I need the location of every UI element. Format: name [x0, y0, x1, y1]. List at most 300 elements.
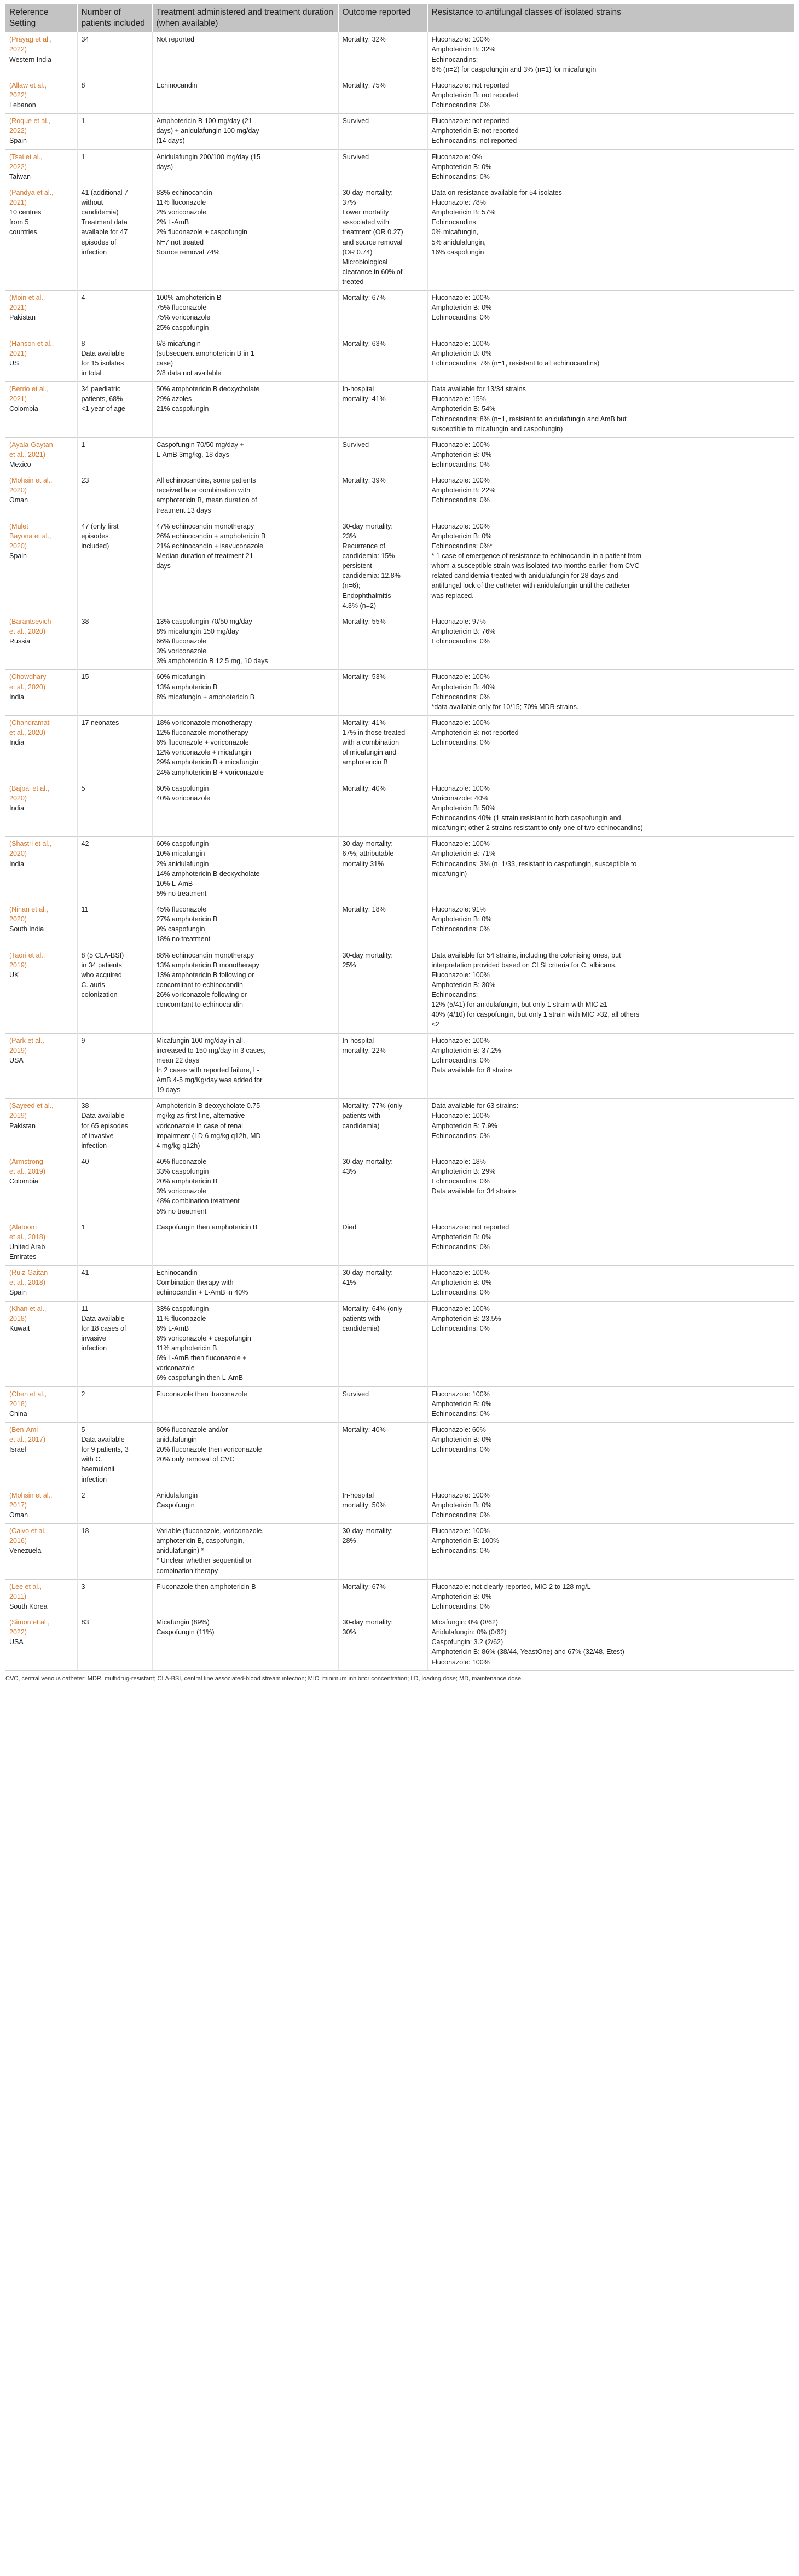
outcome-text: Mortality: 39%	[342, 477, 386, 485]
cell-treatment	[152, 948, 338, 1033]
patients-text: C. auris	[81, 980, 105, 989]
reference-link[interactable]: (Khan et al.,	[9, 1304, 47, 1313]
cell-patients	[77, 291, 152, 336]
resistance-text: Data available for 8 strains	[431, 1066, 513, 1074]
cell-treatment	[152, 1033, 338, 1099]
setting-text: Kuwait	[9, 1324, 30, 1332]
reference-link[interactable]: 2021)	[9, 304, 27, 312]
cell-patients	[77, 473, 152, 519]
reference-link[interactable]: 2020)	[9, 542, 27, 550]
table-row	[5, 837, 794, 902]
patients-text: 8	[81, 81, 85, 89]
resistance-text: Fluconazole: 91%	[431, 906, 486, 914]
treatment-text: N=7 not treated	[156, 238, 204, 246]
cell-outcome	[338, 1266, 427, 1301]
setting-text: US	[9, 359, 19, 367]
treatment-text: 75% voriconazole	[156, 314, 211, 322]
reference-link[interactable]: 2021)	[9, 199, 27, 207]
patients-text: 15	[81, 673, 89, 681]
outcome-text: 43%	[342, 1168, 356, 1176]
outcome-text: 25%	[342, 961, 356, 969]
treatment-text: 60% caspofungin	[156, 784, 209, 792]
resistance-text: 16% caspofungin	[431, 248, 484, 256]
treatment-text: 29% amphotericin B + micafungin	[156, 758, 259, 767]
cell-outcome	[338, 32, 427, 78]
treatment-text: Combination therapy with	[156, 1279, 234, 1287]
resistance-text: Amphotericin B: 22%	[431, 486, 496, 495]
resistance-text: Echinocandins: not reported	[431, 137, 517, 145]
reference-link[interactable]: et al., 2019)	[9, 1168, 46, 1176]
cell-outcome	[338, 336, 427, 382]
reference-link[interactable]: et al., 2021)	[9, 450, 46, 459]
cell-treatment	[152, 670, 338, 716]
patients-text: 23	[81, 477, 89, 485]
treatment-text: Caspofungin (11%)	[156, 1628, 215, 1637]
treatment-text: 60% micafungin	[156, 673, 205, 681]
resistance-text: Echinocandins: 0%	[431, 1602, 490, 1610]
reference-link[interactable]: (Taori et al.,	[9, 951, 45, 959]
resistance-text: Echinocandins: 0%	[431, 1324, 490, 1332]
resistance-text: Amphotericin B: 0%	[431, 1592, 492, 1600]
patients-text: infection	[81, 1141, 107, 1150]
table-row	[5, 1154, 794, 1220]
cell-resistance	[427, 149, 794, 185]
treatment-text: impairment (LD 6 mg/kg q12h, MD	[156, 1132, 261, 1140]
reference-link[interactable]: 2022)	[9, 91, 27, 99]
outcome-text: 30-day mortality:	[342, 951, 393, 959]
treatment-text: 40% voriconazole	[156, 794, 211, 802]
resistance-text: Amphotericin B: not reported	[431, 729, 519, 737]
setting-text: Spain	[9, 137, 27, 145]
cell-treatment	[152, 185, 338, 290]
reference-link[interactable]: (Lee et al.,	[9, 1582, 42, 1591]
outcome-text: Mortality: 40%	[342, 1425, 386, 1434]
reference-link[interactable]: (Barantsevich	[9, 617, 51, 625]
reference-link[interactable]: 2022)	[9, 163, 27, 171]
reference-link[interactable]: (Allaw et al.,	[9, 81, 47, 89]
outcome-text: Mortality: 63%	[342, 339, 386, 347]
patients-text: Data available	[81, 1314, 125, 1322]
outcome-text: mortality: 50%	[342, 1501, 386, 1509]
treatment-text: Anidulafungin	[156, 1491, 198, 1499]
cell-outcome	[338, 1154, 427, 1220]
patients-text: episodes of	[81, 238, 117, 246]
cell-reference-setting	[5, 837, 77, 902]
reference-link[interactable]: 2021)	[9, 349, 27, 357]
reference-link[interactable]: (Pandya et al.,	[9, 188, 54, 196]
patients-text: Treatment data	[81, 218, 128, 227]
cell-reference-setting	[5, 1220, 77, 1266]
resistance-text: Data available for 34 strains	[431, 1187, 517, 1196]
table-row	[5, 519, 794, 614]
setting-text: Oman	[9, 1511, 28, 1519]
treatment-text: 21% echinocandin + isavuconazole	[156, 542, 264, 550]
outcome-text: 23%	[342, 532, 356, 540]
patients-text: Data available	[81, 1112, 125, 1120]
reference-link[interactable]: 2022)	[9, 127, 27, 135]
resistance-text: Echinocandins: 8% (n=1, resistant to anidulafungin and AmB but	[431, 415, 627, 423]
patients-text: for 65 episodes	[81, 1122, 128, 1130]
treatment-text: days) + anidulafungin 100 mg/day	[156, 127, 259, 135]
treatment-text: 11% fluconazole	[156, 1314, 206, 1322]
outcome-text: Mortality: 41%	[342, 718, 386, 727]
reference-link[interactable]: (Mohsin et al.,	[9, 477, 53, 485]
treatment-text: 5% no treatment	[156, 1207, 207, 1215]
cell-outcome	[338, 291, 427, 336]
reference-link[interactable]: (Tsai et al.,	[9, 153, 43, 161]
cell-reference-setting	[5, 1301, 77, 1386]
table-row	[5, 1266, 794, 1301]
treatment-text: 5% no treatment	[156, 889, 207, 897]
patients-text: 1	[81, 1223, 85, 1231]
reference-link[interactable]: et al., 2020)	[9, 729, 46, 737]
cell-resistance	[427, 781, 794, 837]
reference-link[interactable]: 2022)	[9, 1628, 27, 1637]
treatment-text: 11% amphotericin B	[156, 1344, 217, 1353]
cell-resistance	[427, 1301, 794, 1386]
resistance-text: Amphotericin B: 86% (38/44, YeastOne) and 67% (32/48, Etest)	[431, 1648, 624, 1656]
resistance-text: Amphotericin B: 40%	[431, 683, 496, 691]
resistance-text: Fluconazole: 100%	[431, 294, 490, 302]
outcome-text: 30-day mortality:	[342, 1527, 393, 1535]
treatment-text: 60% caspofungin	[156, 840, 209, 848]
resistance-text: was replaced.	[431, 591, 474, 600]
reference-link[interactable]: 2020)	[9, 850, 27, 858]
reference-link[interactable]: (Sayeed et al.,	[9, 1102, 54, 1110]
treatment-text: Micafungin (89%)	[156, 1618, 210, 1627]
resistance-text: Amphotericin B: 23.5%	[431, 1314, 501, 1322]
patients-text: in 34 patients	[81, 961, 122, 969]
treatment-text: voriconazole in case of renal	[156, 1122, 243, 1130]
reference-link[interactable]: (Calvo et al.,	[9, 1527, 48, 1535]
reference-link[interactable]: (Mulet	[9, 522, 28, 530]
reference-link[interactable]: (Mohsin et al.,	[9, 1491, 53, 1499]
treatment-text: 83% echinocandin	[156, 188, 212, 196]
resistance-text: Fluconazole: 100%	[431, 673, 490, 681]
resistance-text: Echinocandins:	[431, 218, 478, 227]
patients-text: 38	[81, 617, 89, 625]
reference-link[interactable]: (Armstrong	[9, 1157, 43, 1165]
reference-link[interactable]: (Chen et al.,	[9, 1390, 47, 1398]
resistance-text: Amphotericin B: 0%	[431, 1400, 492, 1408]
treatment-text: 20% fluconazole then voriconazole	[156, 1446, 262, 1454]
cell-patients	[77, 1154, 152, 1220]
resistance-text: Fluconazole: 100%	[431, 784, 490, 792]
resistance-text: Echinocandins: 0%	[431, 693, 490, 701]
resistance-text: interpretation provided based on CLSI criteria for C. albicans.	[431, 961, 617, 969]
patients-text: 1	[81, 153, 85, 161]
reference-link[interactable]: (Ninan et al.,	[9, 906, 48, 914]
cell-reference-setting	[5, 437, 77, 473]
reference-link[interactable]: Bayona et al.,	[9, 532, 51, 540]
outcome-text: 30-day mortality:	[342, 522, 393, 530]
cell-outcome	[338, 1488, 427, 1523]
treatment-text: Caspofungin	[156, 1501, 195, 1509]
cell-outcome	[338, 473, 427, 519]
cell-treatment	[152, 1266, 338, 1301]
patients-text: episodes	[81, 532, 109, 540]
resistance-text: Fluconazole: 60%	[431, 1425, 486, 1434]
resistance-text: Echinocandins: 0%	[431, 1409, 490, 1418]
treatment-text: 11% fluconazole	[156, 199, 206, 207]
treatment-text: Fluconazole then itraconazole	[156, 1390, 247, 1398]
outcome-text: 30%	[342, 1628, 356, 1637]
treatment-text: increased to 150 mg/day in 3 cases,	[156, 1046, 266, 1054]
treatment-text: anidulafungin) *	[156, 1547, 204, 1555]
treatment-text: 2% voriconazole	[156, 208, 207, 217]
patients-text: 41 (additional 7	[81, 188, 128, 196]
reference-link[interactable]: (Park et al.,	[9, 1036, 44, 1045]
resistance-text: Amphotericin B: 0%	[431, 915, 492, 924]
outcome-text: candidemia)	[342, 1324, 380, 1332]
patients-text: <1 year of age	[81, 405, 125, 413]
resistance-text: Echinocandins: 0%*	[431, 542, 493, 550]
resistance-text: related candidemia treated with anidulafungin for 28 days and	[431, 572, 618, 580]
patients-text: Data available	[81, 1436, 125, 1444]
cell-outcome	[338, 78, 427, 113]
treatment-text: 4 mg/kg q12h)	[156, 1141, 200, 1150]
reference-link[interactable]: (Chandramati	[9, 718, 51, 727]
resistance-text: Echinocandins: 0%	[431, 1056, 490, 1064]
outcome-text: Survived	[342, 153, 369, 161]
cell-outcome	[338, 382, 427, 438]
resistance-text: Amphotericin B: 0%	[431, 163, 492, 171]
resistance-text: Amphotericin B: 50%	[431, 804, 496, 812]
treatment-text: 20% amphotericin B	[156, 1177, 218, 1186]
reference-link[interactable]: 2017)	[9, 1501, 27, 1509]
page	[5, 4, 794, 1682]
reference-link[interactable]: 2020)	[9, 915, 27, 924]
cell-treatment	[152, 614, 338, 670]
outcome-text: Endophthalmitis	[342, 591, 391, 600]
resistance-text: Echinocandins: 0%	[431, 637, 490, 646]
resistance-text: Amphotericin B: 0%	[431, 450, 492, 459]
cell-resistance	[427, 382, 794, 438]
table-row	[5, 1386, 794, 1422]
cell-treatment	[152, 1301, 338, 1386]
cell-outcome	[338, 715, 427, 781]
reference-link[interactable]: 2018)	[9, 1400, 27, 1408]
reference-link[interactable]: et al., 2020)	[9, 627, 46, 635]
cell-reference-setting	[5, 1422, 77, 1488]
resistance-text: Echinocandins: 0%	[431, 1177, 490, 1186]
treatment-text: combination therapy	[156, 1567, 218, 1575]
table-row	[5, 336, 794, 382]
resistance-text: Fluconazole: 100%	[431, 1269, 490, 1277]
resistance-text: Echinocandins 40% (1 strain resistant to both caspofungin and	[431, 814, 621, 822]
reference-link[interactable]: 2019)	[9, 1112, 27, 1120]
reference-link[interactable]: 2011)	[9, 1592, 27, 1600]
cell-outcome	[338, 437, 427, 473]
treatment-text: Amphotericin B 100 mg/day (21	[156, 117, 252, 125]
outcome-text: Survived	[342, 117, 369, 125]
patients-text: 40	[81, 1157, 89, 1165]
patients-text: 18	[81, 1527, 89, 1535]
reference-link[interactable]: 2018)	[9, 1314, 27, 1322]
cell-resistance	[427, 902, 794, 948]
header-resistance: Resistance to antifungal classes of isolated strains	[427, 4, 794, 32]
treatment-text: Source removal 74%	[156, 248, 220, 256]
reference-link[interactable]: 2022)	[9, 45, 27, 54]
table-row	[5, 948, 794, 1033]
reference-link[interactable]: 2020)	[9, 486, 27, 495]
outcome-text: clearance in 60% of	[342, 268, 403, 276]
treatment-text: 10% L-AmB	[156, 879, 193, 887]
reference-link[interactable]: 2020)	[9, 794, 27, 802]
treatment-text: 18% voriconazole monotherapy	[156, 718, 252, 727]
treatment-text: mg/kg as first line, alternative	[156, 1112, 245, 1120]
cell-reference-setting	[5, 948, 77, 1033]
cell-outcome	[338, 1220, 427, 1266]
cell-reference-setting	[5, 1033, 77, 1099]
resistance-text: Fluconazole: 78%	[431, 199, 486, 207]
reference-link[interactable]: 2019)	[9, 1046, 27, 1054]
reference-link[interactable]: (Ayala-Gaytan	[9, 440, 53, 449]
cell-treatment	[152, 1099, 338, 1154]
treatment-text: 3% voriconazole	[156, 1187, 207, 1196]
resistance-text: antifungal lock of the catheter with anidulafungin until the catheter	[431, 582, 630, 590]
resistance-text: * 1 case of emergence of resistance to echinocandin in a patient from	[431, 552, 642, 560]
resistance-text: Fluconazole: 18%	[431, 1157, 486, 1165]
treatment-text: 2% anidulafungin	[156, 860, 209, 868]
resistance-text: Echinocandins: 0%	[431, 925, 490, 933]
treatment-text: 40% fluconazole	[156, 1157, 207, 1165]
resistance-text: Amphotericin B: 0%	[431, 1436, 492, 1444]
reference-link[interactable]: et al., 2018)	[9, 1279, 46, 1287]
resistance-text: Echinocandins: 0%	[431, 739, 490, 747]
cell-patients	[77, 715, 152, 781]
cell-treatment	[152, 837, 338, 902]
table-row	[5, 614, 794, 670]
reference-link[interactable]: (Ben-Ami	[9, 1425, 38, 1434]
resistance-text: Fluconazole: 100%	[431, 1112, 490, 1120]
setting-text: USA	[9, 1056, 24, 1064]
treatment-text: 13% amphotericin B following or	[156, 971, 254, 979]
cell-reference-setting	[5, 1579, 77, 1615]
reference-link[interactable]: et al., 2017)	[9, 1436, 46, 1444]
outcome-text: Mortality: 18%	[342, 906, 386, 914]
treatment-text: Caspofungin 70/50 mg/day +	[156, 440, 244, 449]
treatment-text: 21% caspofungin	[156, 405, 209, 413]
treatment-text: 6% caspofungin then L-AmB	[156, 1374, 243, 1382]
reference-link[interactable]: (Roque et al.,	[9, 117, 51, 125]
reference-link[interactable]: (Prayag et al.,	[9, 36, 52, 44]
reference-link[interactable]: (Moin et al.,	[9, 294, 45, 302]
resistance-text: Caspofungin: 3.2 (2/62)	[431, 1638, 503, 1646]
outcome-text: Mortality: 75%	[342, 81, 386, 89]
cell-treatment	[152, 781, 338, 837]
reference-link[interactable]: (Bajpai et al.,	[9, 784, 49, 792]
table-body	[5, 32, 794, 1670]
cell-patients	[77, 1301, 152, 1386]
resistance-text: Fluconazole: 100%	[431, 1527, 490, 1535]
cell-patients	[77, 1033, 152, 1099]
table-row	[5, 78, 794, 113]
reference-link[interactable]: (Berrio et al.,	[9, 385, 49, 393]
cell-treatment	[152, 902, 338, 948]
table-row	[5, 1099, 794, 1154]
reference-link[interactable]: et al., 2018)	[9, 1233, 46, 1241]
cell-resistance	[427, 1099, 794, 1154]
cell-resistance	[427, 1154, 794, 1220]
resistance-text: Data available for 63 strains:	[431, 1102, 518, 1110]
table-row	[5, 114, 794, 149]
cell-resistance	[427, 948, 794, 1033]
treatment-text: 6% L-AmB then fluconazole +	[156, 1354, 247, 1362]
outcome-text: (n=6);	[342, 582, 361, 590]
resistance-text: Amphotericin B: not reported	[431, 91, 519, 99]
cell-patients	[77, 837, 152, 902]
table-row	[5, 1524, 794, 1580]
table-row	[5, 473, 794, 519]
outcome-text: Mortality: 53%	[342, 673, 386, 681]
setting-text: 10 centres	[9, 208, 42, 217]
cell-treatment	[152, 1422, 338, 1488]
patients-text: infection	[81, 1344, 107, 1353]
reference-link[interactable]: (Chowdhary	[9, 673, 47, 681]
reference-link[interactable]: (Alatoom	[9, 1223, 37, 1231]
outcome-text: candidemia)	[342, 1122, 380, 1130]
resistance-text: Micafungin: 0% (0/62)	[431, 1618, 499, 1627]
cell-resistance	[427, 1033, 794, 1099]
reference-link[interactable]: (Shastri et al.,	[9, 840, 52, 848]
outcome-text: 30-day mortality:	[342, 188, 393, 196]
outcome-text: 30-day mortality:	[342, 1618, 393, 1627]
reference-link[interactable]: 2021)	[9, 395, 27, 403]
patients-text: who acquired	[81, 971, 122, 979]
patients-text: of invasive	[81, 1132, 114, 1140]
cell-reference-setting	[5, 382, 77, 438]
treatment-text: treatment 13 days	[156, 506, 211, 514]
cell-resistance	[427, 1579, 794, 1615]
cell-outcome	[338, 837, 427, 902]
outcome-text: Microbiological	[342, 258, 388, 266]
cell-resistance	[427, 1220, 794, 1266]
cell-reference-setting	[5, 1524, 77, 1580]
treatment-text: 26% voriconazole following or	[156, 991, 247, 999]
resistance-text: Echinocandins:	[431, 991, 478, 999]
setting-text: United Arab	[9, 1243, 45, 1251]
treatment-text: 2% fluconazole + caspofungin	[156, 228, 247, 236]
resistance-text: Echinocandins: 0%	[431, 101, 490, 109]
cell-reference-setting	[5, 1386, 77, 1422]
resistance-text: Amphotericin B: 30%	[431, 980, 496, 989]
reference-link[interactable]: (Hanson et al.,	[9, 339, 54, 347]
outcome-text: Survived	[342, 440, 369, 449]
reference-link[interactable]: 2019)	[9, 961, 27, 969]
reference-link[interactable]: (Simon et al.,	[9, 1618, 50, 1627]
resistance-text: Fluconazole: 100%	[431, 971, 490, 979]
table-row	[5, 670, 794, 716]
reference-link[interactable]: (Ruiz-Gaitan	[9, 1269, 48, 1277]
reference-link[interactable]: 2016)	[9, 1537, 27, 1545]
treatment-text: mean 22 days	[156, 1056, 200, 1064]
resistance-text: micafungin)	[431, 869, 467, 878]
treatment-text: Amphotericin B deoxycholate 0.75	[156, 1102, 260, 1110]
treatment-text: In 2 cases with reported failure, L-	[156, 1066, 259, 1074]
cell-treatment	[152, 382, 338, 438]
cell-resistance	[427, 1488, 794, 1523]
reference-link[interactable]: et al., 2020)	[9, 683, 46, 691]
resistance-text: 6% (n=2) for caspofungin and 3% (n=1) for micafungin	[431, 65, 597, 73]
table-row	[5, 437, 794, 473]
setting-text: India	[9, 739, 25, 747]
treatment-text: amphotericin B, mean duration of	[156, 496, 257, 504]
cell-patients	[77, 149, 152, 185]
cell-patients	[77, 78, 152, 113]
treatment-text: amphotericin B, caspofungin,	[156, 1537, 245, 1545]
patients-text: available for 47	[81, 228, 128, 236]
